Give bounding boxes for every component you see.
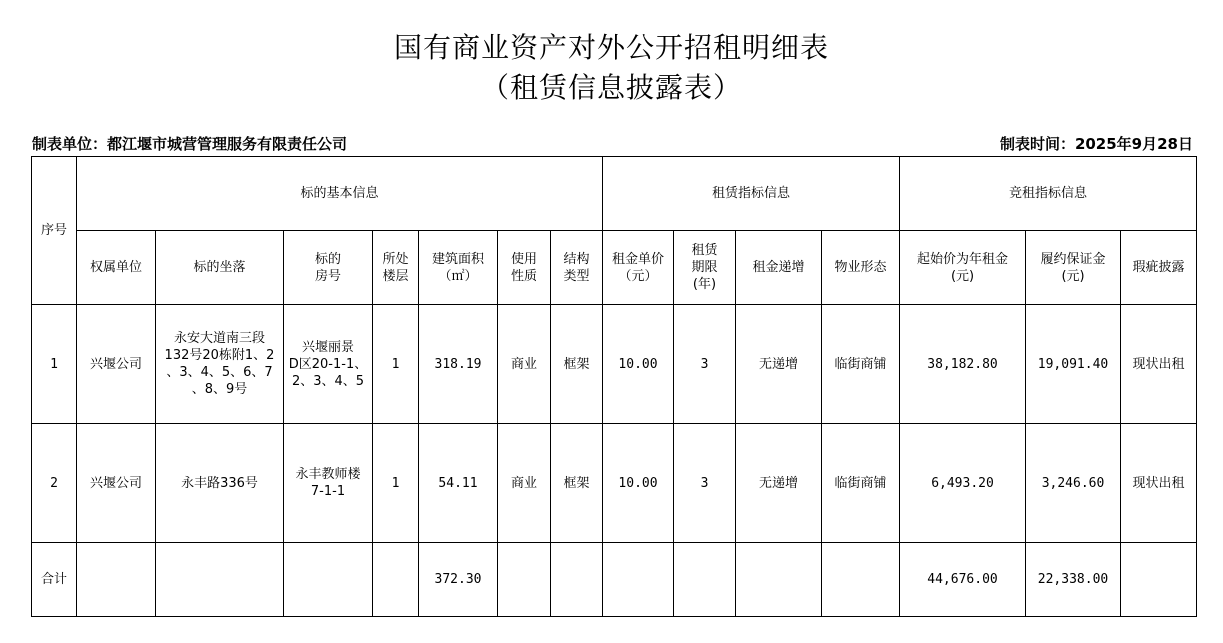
cell-room-line: 永丰教师楼: [295, 467, 361, 482]
total-empty: [1121, 543, 1197, 617]
header-price-line-1: 租金单价: [611, 251, 664, 267]
cell-start-price: 6,493.20: [900, 424, 1026, 543]
cell-area: 318.19: [419, 305, 498, 424]
total-empty: [77, 543, 156, 617]
header-seq: 序号: [32, 157, 77, 305]
header-price: [603, 231, 674, 305]
header-deposit: [1026, 231, 1121, 305]
header-structure-line-2: 类型: [563, 268, 590, 284]
header-location: 标的坐落: [156, 231, 284, 305]
cell-structure: 框架: [551, 305, 603, 424]
cell-form: 临街商铺: [822, 424, 900, 543]
cell-start-price: 38,182.80: [900, 305, 1026, 424]
cell-seq: 2: [32, 424, 77, 543]
column-header-row: [32, 231, 1197, 305]
header-owner: 权属单位: [77, 231, 156, 305]
header-start-price-line-2: (元): [950, 268, 975, 284]
header-term-line-1: 租赁: [691, 243, 718, 258]
cell-location-line: 132号20栋附1、2: [164, 348, 275, 363]
cell-seq: 1: [32, 305, 77, 424]
header-group-basic: 标的基本信息: [77, 157, 603, 231]
total-deposit: 22,338.00: [1026, 543, 1121, 617]
table-row: [32, 305, 1197, 424]
total-empty: [373, 543, 419, 617]
cell-floor: 1: [373, 305, 419, 424]
cell-deposit: 19,091.40: [1026, 305, 1121, 424]
cell-room-line: 兴堰丽景: [301, 339, 354, 355]
header-use-line-1: 使用: [510, 251, 537, 267]
cell-area: 54.11: [419, 424, 498, 543]
header-area: [419, 231, 498, 305]
header-use-line-2: 性质: [510, 268, 537, 284]
prepared-by-unit: 制表单位：都江堰市城营管理服务有限责任公司: [32, 135, 348, 153]
cell-owner: 兴堰公司: [77, 424, 156, 543]
cell-location: [156, 305, 284, 424]
total-empty: [736, 543, 822, 617]
cell-structure: 框架: [551, 424, 603, 543]
page-subtitle: （租赁信息披露表）: [480, 71, 742, 104]
cell-room-line: D区20-1-1、: [288, 356, 368, 372]
cell-use: 商业: [498, 424, 551, 543]
cell-use: 商业: [498, 305, 551, 424]
header-room: [284, 231, 373, 305]
cell-location-line: 永丰路336号: [181, 475, 258, 491]
cell-room: [284, 305, 373, 424]
header-start-price-line-1: 起始价为年租金: [917, 251, 1009, 267]
cell-defect: 现状出租: [1121, 305, 1197, 424]
total-empty: [674, 543, 736, 617]
header-structure: [551, 231, 603, 305]
total-empty: [551, 543, 603, 617]
header-deposit-line-1: 履约保证金: [1040, 251, 1106, 267]
cell-increase: 无递增: [736, 305, 822, 424]
cell-term: 3: [674, 424, 736, 543]
cell-term: 3: [674, 305, 736, 424]
page-title: 国有商业资产对外公开招租明细表: [393, 31, 829, 64]
header-price-line-2: （元）: [618, 268, 658, 284]
header-term-line-2: 期限: [691, 260, 718, 275]
cell-room-line: 7-1-1: [310, 484, 346, 499]
header-group-lease: 租赁指标信息: [603, 157, 900, 231]
table-row: [32, 424, 1197, 543]
header-defect: 瑕疵披露: [1121, 231, 1197, 305]
total-empty: [498, 543, 551, 617]
header-use: [498, 231, 551, 305]
cell-room: [284, 424, 373, 543]
header-form: 物业形态: [822, 231, 900, 305]
header-structure-line-1: 结构: [563, 251, 590, 267]
header-deposit-line-2: (元): [1061, 268, 1085, 284]
total-empty: [156, 543, 284, 617]
lease-detail-table: [31, 156, 1197, 617]
total-empty: [603, 543, 674, 617]
header-room-line-2: 房号: [314, 268, 341, 284]
cell-price: 10.00: [603, 424, 674, 543]
group-header-row: [32, 157, 1197, 231]
total-empty: [284, 543, 373, 617]
cell-form: 临街商铺: [822, 305, 900, 424]
cell-location-line: 永安大道南三段: [173, 331, 265, 346]
total-area: 372.30: [419, 543, 498, 617]
cell-location-line: 、8、9号: [191, 382, 248, 397]
header-floor: [373, 231, 419, 305]
cell-owner: 兴堰公司: [77, 305, 156, 424]
cell-increase: 无递增: [736, 424, 822, 543]
header-room-line-1: 标的: [314, 251, 341, 267]
header-area-line-1: 建筑面积: [431, 251, 484, 267]
total-empty: [822, 543, 900, 617]
cell-price: 10.00: [603, 305, 674, 424]
cell-floor: 1: [373, 424, 419, 543]
cell-location: [156, 424, 284, 543]
header-increase: 租金递增: [736, 231, 822, 305]
header-area-line-2: （㎡）: [438, 268, 478, 284]
total-row: [32, 543, 1197, 617]
header-start-price: [900, 231, 1026, 305]
prepared-date: 制表时间：2025年9月28日: [999, 135, 1193, 153]
header-term-line-3: (年): [692, 277, 717, 292]
cell-room-line: 2、3、4、5: [291, 373, 365, 389]
header-group-bid: 竞租指标信息: [900, 157, 1197, 231]
header-floor-line-1: 所处: [382, 251, 409, 267]
header-term: [674, 231, 736, 305]
cell-location-line: 、3、4、5、6、7: [166, 365, 273, 380]
cell-defect: 现状出租: [1121, 424, 1197, 543]
header-floor-line-2: 楼层: [382, 268, 409, 284]
total-start-price: 44,676.00: [900, 543, 1026, 617]
cell-deposit: 3,246.60: [1026, 424, 1121, 543]
total-label: 合计: [32, 543, 77, 617]
